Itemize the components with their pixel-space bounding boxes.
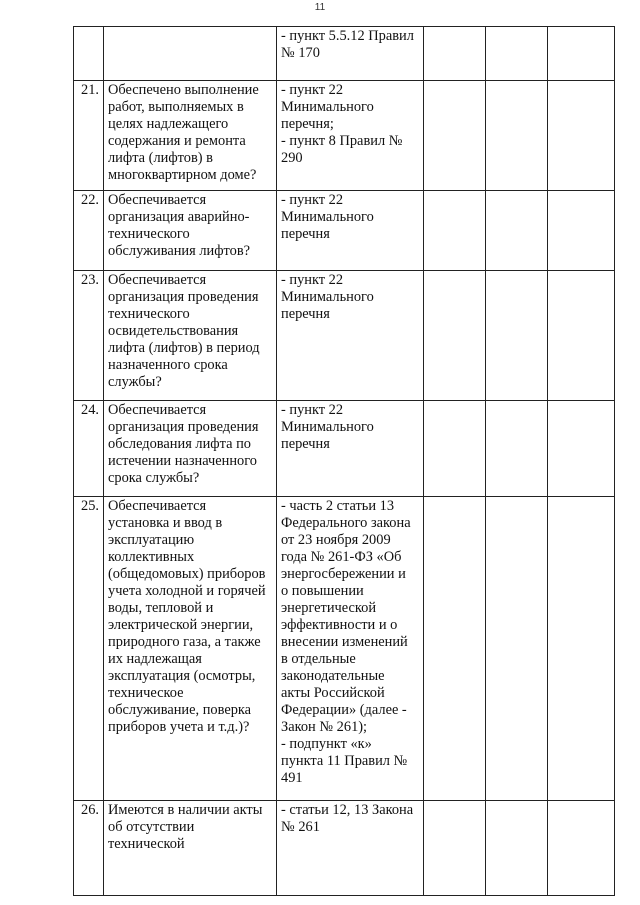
requirement-question: Обеспечивается организация проведения обследования лифта по истечении назначенного срока службы? bbox=[104, 401, 277, 497]
row-number bbox=[74, 27, 104, 81]
answer-yes-cell[interactable] bbox=[424, 27, 486, 81]
legal-reference: - часть 2 статьи 13 Федерального закона от 23 ноября 2009 года № 261-ФЗ «Об энергосбережении и о повышении энергетической эффективности и о внесении изменений в отдельные законодательные акты Российской Федерации» (далее - Закон № 261); - подпункт «к» пункта 11 Правил № 491 bbox=[277, 497, 424, 801]
table-row bbox=[74, 401, 615, 497]
answer-no-cell[interactable] bbox=[486, 401, 548, 497]
answer-na-cell[interactable] bbox=[548, 81, 615, 191]
requirement-question bbox=[104, 27, 277, 81]
answer-na-cell[interactable] bbox=[548, 191, 615, 271]
answer-yes-cell[interactable] bbox=[424, 401, 486, 497]
answer-na-cell[interactable] bbox=[548, 401, 615, 497]
answer-yes-cell[interactable] bbox=[424, 271, 486, 401]
row-number: 21. bbox=[74, 81, 104, 191]
table-row bbox=[74, 81, 615, 191]
page-number: 11 bbox=[314, 2, 326, 13]
row-number: 25. bbox=[74, 497, 104, 801]
answer-no-cell[interactable] bbox=[486, 27, 548, 81]
legal-reference: - пункт 22 Минимального перечня bbox=[277, 191, 424, 271]
table-row bbox=[74, 801, 615, 896]
answer-no-cell[interactable] bbox=[486, 801, 548, 896]
answer-no-cell[interactable] bbox=[486, 497, 548, 801]
answer-na-cell[interactable] bbox=[548, 497, 615, 801]
answer-yes-cell[interactable] bbox=[424, 191, 486, 271]
row-number: 23. bbox=[74, 271, 104, 401]
answer-yes-cell[interactable] bbox=[424, 81, 486, 191]
answer-no-cell[interactable] bbox=[486, 81, 548, 191]
table-row bbox=[74, 497, 615, 801]
requirement-question: Обеспечивается организация проведения технического освидетельствования лифта (лифтов) в период назначенного срока службы? bbox=[104, 271, 277, 401]
answer-na-cell[interactable] bbox=[548, 271, 615, 401]
table-row bbox=[74, 27, 615, 81]
answer-no-cell[interactable] bbox=[486, 271, 548, 401]
legal-reference: - пункт 22 Минимального перечня; - пункт 8 Правил № 290 bbox=[277, 81, 424, 191]
requirement-question: Обеспечено выполнение работ, выполняемых в целях надлежащего содержания и ремонта лифта (лифтов) в многоквартирном доме? bbox=[104, 81, 277, 191]
legal-reference: - статьи 12, 13 Закона № 261 bbox=[277, 801, 424, 896]
requirement-question: Имеются в наличии акты об отсутствии технической bbox=[104, 801, 277, 896]
table-row bbox=[74, 271, 615, 401]
legal-reference: - пункт 22 Минимального перечня bbox=[277, 271, 424, 401]
row-number: 24. bbox=[74, 401, 104, 497]
answer-yes-cell[interactable] bbox=[424, 801, 486, 896]
requirement-question: Обеспечивается организация аварийно- технического обслуживания лифтов? bbox=[104, 191, 277, 271]
legal-reference: - пункт 22 Минимального перечня bbox=[277, 401, 424, 497]
row-number: 26. bbox=[74, 801, 104, 896]
checklist-table bbox=[73, 26, 615, 896]
answer-na-cell[interactable] bbox=[548, 801, 615, 896]
legal-reference: - пункт 5.5.12 Правил № 170 bbox=[277, 27, 424, 81]
table-row bbox=[74, 191, 615, 271]
answer-no-cell[interactable] bbox=[486, 191, 548, 271]
requirement-question: Обеспечивается установка и ввод в эксплуатацию коллективных (общедомовых) приборов учета холодной и горячей воды, тепловой и электрической энергии, природного газа, а также их надлежащая эксплуатация (осмотры, техническое обслуживание, поверка приборов учета и т.д.)? bbox=[104, 497, 277, 801]
row-number: 22. bbox=[74, 191, 104, 271]
answer-na-cell[interactable] bbox=[548, 27, 615, 81]
answer-yes-cell[interactable] bbox=[424, 497, 486, 801]
